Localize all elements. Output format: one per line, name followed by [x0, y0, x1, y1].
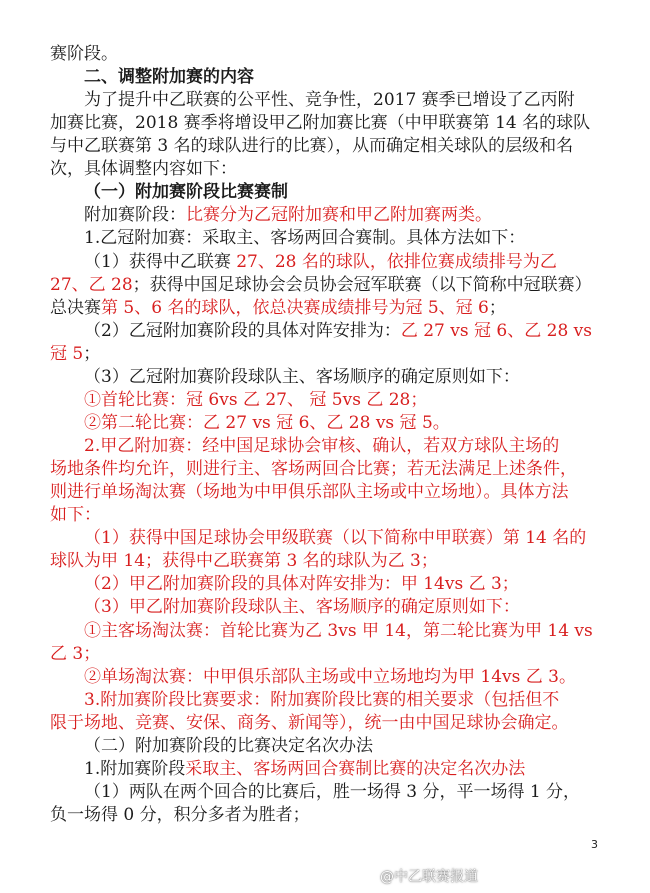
highlighted-text: 3.附加赛阶段比赛要求：附加赛阶段比赛的相关要求（包括但不 — [84, 690, 560, 710]
highlighted-text: 则进行单场淘汰赛（场地为中甲俱乐部队主场或中立场地）。具体方法 — [50, 482, 569, 502]
highlighted-text: （3）甲乙附加赛阶段球队主、客场顺序的确定原则如下： — [84, 597, 520, 617]
watermark-text: @中乙联赛报道 — [380, 869, 478, 885]
weibo-icon — [356, 868, 376, 884]
highlighted-text: 球队为甲 14；获得中乙联赛第 3 名的球队为乙 3； — [50, 551, 438, 571]
text-run: （一）附加赛阶段比赛赛制 — [84, 182, 288, 202]
highlighted-text: 如下： — [50, 505, 101, 525]
text-run: （2）乙冠附加赛阶段的具体对阵安排为： — [84, 321, 401, 341]
highlighted-text: 乙 3； — [50, 644, 101, 664]
text-run: 加赛比赛，2018 赛季将增设甲乙附加赛比赛（中甲联赛第 14 名的球队 — [50, 113, 591, 133]
highlighted-text: 场地条件均允许，则进行主、客场两回合比赛；若无法满足上述条件， — [50, 459, 577, 479]
highlighted-text: 27、28 名的球队，依排位赛成绩排号为乙 — [236, 252, 557, 272]
highlighted-text: 采取主、客场两回合赛制比赛的决定名次办法 — [185, 759, 526, 779]
text-run: 附加赛阶段： — [84, 205, 186, 225]
body-line-25 — [84, 594, 610, 620]
highlighted-text: ①主客场淘汰赛：首轮比赛为乙 3vs 甲 14，第二轮比赛为甲 14 vs — [84, 621, 593, 641]
text-run: （1）获得中乙联赛 — [84, 252, 237, 272]
highlighted-text: 乙 27 vs 冠 6、乙 28 vs — [400, 321, 592, 341]
text-run: （二）附加赛阶段的比赛决定名次办法 — [84, 736, 373, 756]
text-run: 1.乙冠附加赛：采取主、客场两回合赛制。具体方法如下： — [84, 228, 526, 248]
text-run: 二、调整附加赛的内容 — [84, 67, 254, 87]
highlighted-text: （2）甲乙附加赛阶段的具体对阵安排为：甲 14vs 乙 3； — [84, 574, 519, 594]
highlighted-text: 限于场地、竞赛、安保、商务、新闻等），统一由中国足球协会确定。 — [50, 713, 569, 733]
page-number: 3 — [591, 838, 598, 851]
highlighted-text: ②第二轮比赛：乙 27 vs 冠 6、乙 28 vs 冠 5。 — [84, 413, 450, 433]
highlighted-text: 冠 5 — [50, 344, 84, 364]
text-run: 为了提升中乙联赛的公平性、竞争性，2017 赛季已增设了乙丙附 — [84, 90, 575, 110]
text-run: ； — [83, 344, 101, 364]
highlighted-text: 比赛分为乙冠附加赛和甲乙附加赛两类。 — [186, 205, 492, 225]
highlighted-text: （1）获得中国足球协会甲级联赛（以下简称中甲联赛）第 14 名的 — [84, 528, 587, 548]
text-run: 与中乙联赛第 3 名的球队进行的比赛），从而确定相关球队的层级和名 — [50, 136, 574, 156]
highlighted-text: ①首轮比赛：冠 6vs 乙 27、 冠 5vs 乙 28； — [84, 390, 428, 410]
body-line-34 — [50, 802, 610, 828]
highlighted-text: 27、乙 28 — [50, 275, 133, 295]
text-run: 1.附加赛阶段 — [84, 759, 186, 779]
highlighted-text: 2.甲乙附加赛：经中国足球协会审核、确认，若双方球队主场的 — [84, 436, 560, 456]
text-run: ；获得中国足球协会会员协会冠军联赛（以下简称中冠联赛） — [132, 275, 592, 295]
highlighted-text: ②单场淘汰赛：中甲俱乐部队主场或中立场地均为甲 14vs 乙 3。 — [84, 667, 576, 687]
text-run: 赛阶段。 — [50, 44, 118, 64]
weibo-watermark — [356, 866, 478, 886]
text-run: 负一场得 0 分，积分多者为胜者； — [50, 805, 310, 825]
text-run: （3）乙冠附加赛阶段球队主、客场顺序的确定原则如下： — [84, 367, 520, 387]
text-run: 次，具体调整内容如下： — [50, 159, 237, 179]
body-line-9 — [84, 225, 610, 251]
text-run: ； — [488, 298, 506, 318]
text-run: （1）两队在两个回合的比赛后，胜一场得 3 分，平一场得 1 分， — [84, 782, 581, 802]
highlighted-text: 第 5、6 名的球队，依总决赛成绩排号为冠 5、冠 6 — [101, 298, 489, 318]
text-run: 总决赛 — [50, 298, 101, 318]
